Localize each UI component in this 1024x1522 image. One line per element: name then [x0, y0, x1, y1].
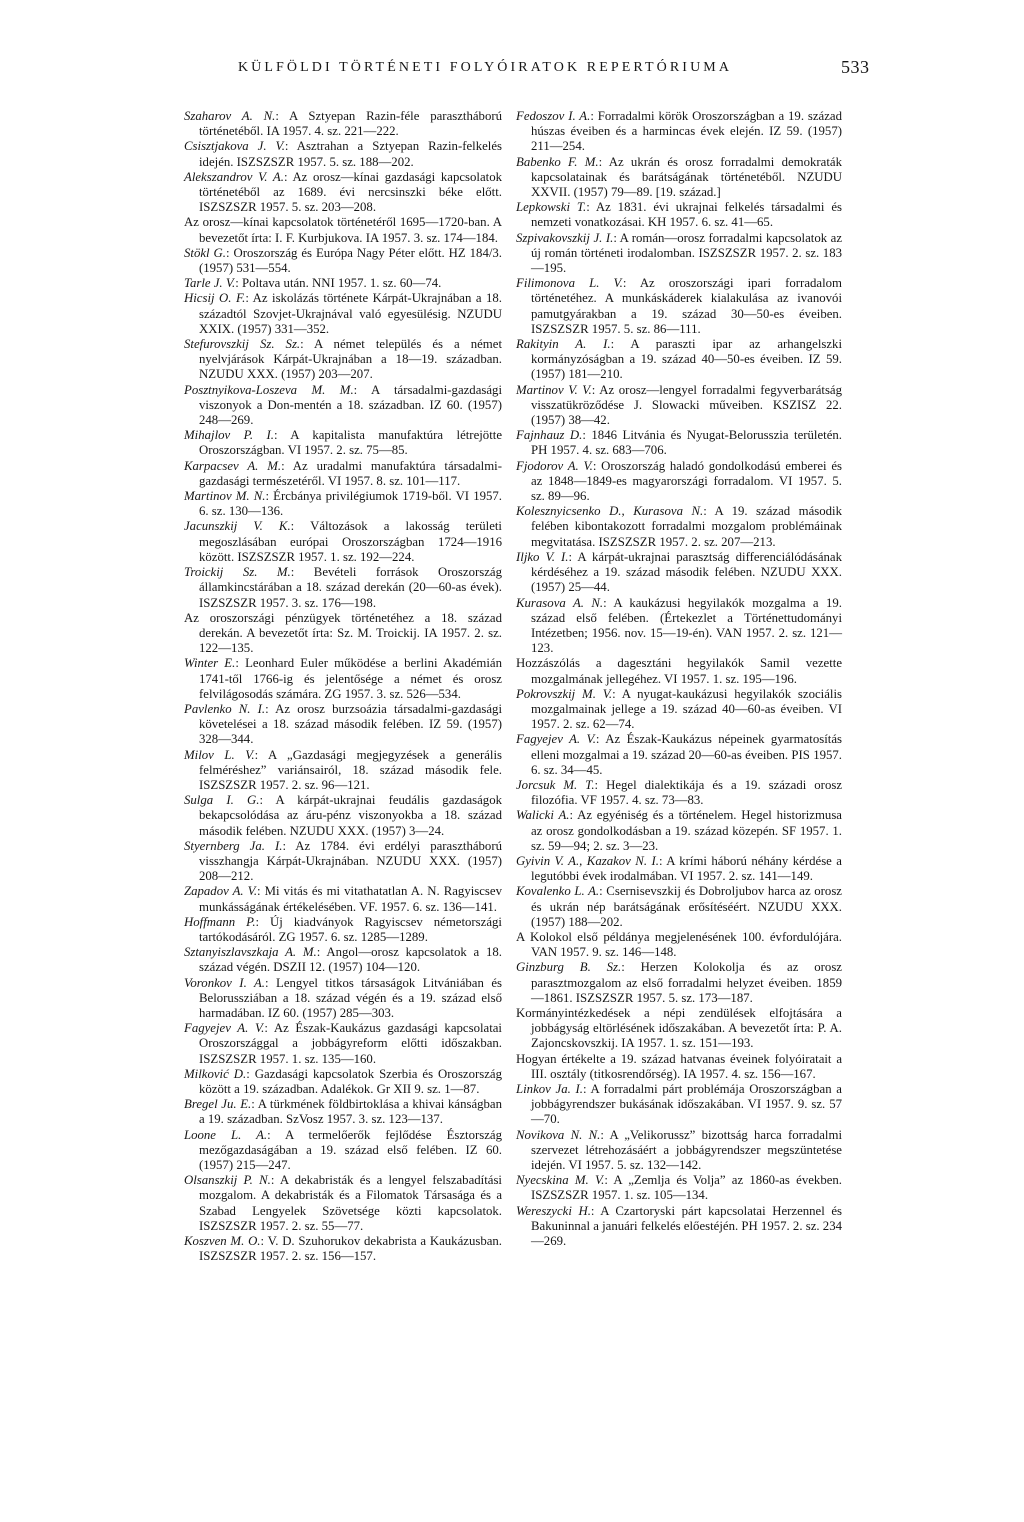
bibliography-entry — [516, 687, 842, 733]
bibliography-entry — [184, 1067, 502, 1097]
entry-text: : A krími háború néhány kérdése a legutóbbi évek irodalmában. VI 1957. 2. sz. 141—149. — [531, 853, 842, 884]
entry-text: : Angol—orosz kapcsolatok a 18. század végén. DSZII 12. (1957) 104—120. — [199, 945, 502, 975]
entry-author: Zapadov A. V. — [184, 884, 258, 899]
bibliography-entry — [184, 702, 502, 748]
bibliography-entry — [184, 291, 502, 337]
entry-author: Milković D. — [184, 1066, 247, 1081]
bibliography-entry — [184, 489, 502, 519]
entry-text: : 1846 Litvánia és Nyugat-Belorusszia területén. PH 1957. 4. sz. 683—706. — [531, 428, 842, 458]
bibliography-entry — [516, 1052, 842, 1082]
bibliography-entry — [184, 215, 502, 245]
entry-text: : A forradalmi párt problémája Oroszországban a jobbágyrendszer bukásának időszakában. VI 1957. 9. sz. 57—70. — [531, 1082, 842, 1127]
entry-text: : A „Gazdasági megjegyzések a generális felméréshez” variánsairól, 18. század második fele. ISZSZSZR 1957. 2. sz. 96—121. — [199, 747, 502, 792]
bibliography-entry — [184, 459, 502, 489]
bibliography-entry — [184, 170, 502, 216]
entry-text: : Az iskolázás története Kárpát-Ukrajnában a 18. századtól Szovjet-Ukrajnával való egyesülésig. NZUDU XXIX. (1957) 331—352. — [199, 291, 502, 336]
entry-author: Winter E. — [184, 656, 236, 671]
entry-author: Fjodorov A. V. — [516, 458, 593, 473]
bibliography-entry — [516, 930, 842, 960]
entry-author: Fajnhauz D. — [516, 428, 583, 443]
entry-text: : Az 1784. évi erdélyi parasztháború visszhangja Kárpát-Ukrajnában. NZUDU XXX. (1957) 208—212. — [199, 838, 502, 884]
entry-text: : A nyugat-kaukázusi hegyilakók szociális mozgalmainak jellege a 19. század 40—60-as éveiben. VI 1957. 2. sz. 62—74. — [531, 686, 842, 732]
entry-author: Kovalenko L. A. — [516, 884, 600, 899]
entry-author: Fagyejev A. V. — [184, 1021, 265, 1036]
entry-text: : A „Zemlja és Volja” az 1860-as években. ISZSZSZR 1957. 1. sz. 105—134. — [531, 1173, 843, 1203]
entry-text: : Ércbánya privilégiumok 1719-ből. VI 1957. 6. sz. 130—136. — [199, 489, 502, 519]
entry-author: Bregel Ju. E. — [184, 1097, 252, 1112]
entry-author: Fagyejev A. V. — [516, 732, 596, 747]
bibliography-entry — [516, 854, 842, 884]
entry-text: : Leonhard Euler működése a berlini Akadémián 1741-től 1766-ig és jelentősége a német és orosz felvilágosodás számára. ZG 1957. 3. sz. 526—534. — [199, 656, 502, 701]
entry-text: : Az oroszországi ipari forradalom történetéhez. A munkáskáderek kialakulása az ivanovói pamutgyárakban a 19. század 30—50-es éveiben. ISZSZSZR 1957. 5. sz. 86—111. — [531, 276, 842, 336]
right-column — [516, 109, 842, 1249]
entry-text: : A kapitalista manufaktúra létrejötte Oroszországban. VI 1957. 2. sz. 75—85. — [199, 428, 502, 458]
entry-text: : Lengyel titkos társaságok Litvániában és Belorussziában a 18. század végén és a 19. század első harmadában. IZ 60. (1957) 285—303. — [199, 975, 502, 1020]
bibliography-entry — [184, 656, 502, 702]
entry-author: Szaharov A. N. — [184, 109, 276, 123]
entry-author: Posztnyikova-Loszeva M. M. — [184, 382, 354, 397]
bibliography-entry — [184, 976, 502, 1022]
entry-author: Styernberg Ja. I. — [184, 838, 283, 853]
bibliography-entry — [516, 1082, 842, 1128]
bibliography-entry — [184, 945, 502, 975]
bibliography-entry — [184, 915, 502, 945]
entry-text: : A kárpát-ukrajnai parasztság differenciálódásának kérdéséhez a 19. század második felében. NZUDU XXX. (1957) 25—44. — [531, 549, 842, 595]
entry-author: Jacunszkij V. K. — [184, 519, 291, 534]
bibliography-entry — [184, 246, 502, 276]
entry-text: : Oroszország haladó gondolkodású emberei és az 1848—1849-es magyarországi forradalom. VI 1957. 5. sz. 89—96. — [531, 458, 842, 504]
bibliography-entry — [184, 276, 502, 291]
entry-author: Iljko V. I. — [516, 549, 569, 564]
entry-author: Pavlenko N. I. — [184, 701, 266, 716]
entry-author: Linkov Ja. I. — [516, 1082, 583, 1096]
entry-author: Ginzburg B. Sz. — [516, 960, 622, 975]
bibliography-entry — [516, 504, 842, 550]
entry-author: Lepkowski T. — [516, 200, 587, 215]
bibliography-entry — [184, 1234, 502, 1264]
entry-author: Koszven M. O. — [184, 1234, 261, 1249]
entry-text: : Új kiadványok Ragyiscsev németországi tartókodásáról. ZG 1957. 6. sz. 1285—1289. — [199, 914, 502, 944]
entry-author: Csisztjakova J. V. — [184, 139, 285, 154]
entry-text: Kormányintézkedések a népi zendülések elfojtására a jobbágyság eltörlésének időszakában. A bevezetőt írta: P. A. Zajoncskovszkij. IA 1957. 1. sz. 151—193. — [516, 1005, 842, 1051]
bibliography-entry — [184, 884, 502, 914]
entry-text: : A türkmének földbirtoklása a khivai kánságban a 19. században. SzVosz 1957. 3. sz. 123—137. — [199, 1097, 502, 1127]
entry-author: Wereszycki H. — [516, 1203, 591, 1218]
page-number: 533 — [841, 57, 870, 77]
running-header-title: KÜLFÖLDI TÖRTÉNETI FOLYÓIRATOK REPERTÓRIUMA — [237, 60, 733, 75]
bibliography-entry — [516, 550, 842, 596]
entry-author: Stefurovszkij Sz. Sz. — [184, 337, 301, 352]
entry-text: : Poltava után. NNI 1957. 1. sz. 60—74. — [235, 276, 442, 291]
bibliography-entry — [516, 960, 842, 1006]
bibliography-entry — [184, 1021, 502, 1067]
entry-text: : Az orosz—kínai gazdasági kapcsolatok történetéből az 1689. évi nercsinszki béke előtt. ISZSZSZR 1957. 5. sz. 203—208. — [199, 169, 502, 215]
bibliography-entry — [184, 793, 502, 839]
entry-author: Sztanyiszlavszkaja A. M. — [184, 945, 317, 960]
entry-text: Az orosz—kínai kapcsolatok történetéről 1695—1720-ban. A bevezetőt írta: I. F. Kurbjukova. IA 1957. 3. sz. 174—184. — [184, 215, 502, 245]
entry-text: : A német település és a német nyelvjárások Kárpát-Ukrajnában a 18—19. században. NZUDU XXX. (1957) 203—207. — [199, 337, 502, 382]
entry-author: Kurasova A. N. — [516, 595, 604, 610]
bibliography-entry — [516, 1204, 842, 1250]
entry-text: : Az 1831. évi ukrajnai felkelés társadalmi és nemzeti vonatkozásai. KH 1957. 6. sz. 41—65. — [531, 200, 842, 230]
bibliography-entry — [516, 656, 842, 686]
entry-author: Loone L. A. — [184, 1127, 268, 1142]
bibliography-entry — [184, 383, 502, 429]
entry-author: Stökl G. — [184, 245, 226, 260]
bibliography-entry — [184, 611, 502, 657]
entry-author: Rakityin A. I. — [516, 337, 611, 352]
bibliography-entry — [516, 778, 842, 808]
bibliography-entry — [184, 109, 502, 139]
bibliography-entry — [516, 1006, 842, 1052]
entry-text: : Hegel dialektikája és a 19. századi orosz filozófia. VF 1957. 4. sz. 73—83. — [531, 777, 843, 808]
entry-author: Pokrovszkij M. V. — [516, 686, 613, 701]
entry-author: Babenko F. M. — [516, 154, 599, 169]
bibliography-entry — [516, 1128, 842, 1174]
entry-text: : Oroszország és Európa Nagy Péter előtt. HZ 184/3. (1957) 531—554. — [199, 245, 502, 276]
bibliography-entry — [516, 884, 842, 930]
entry-text: : A Czartoryski párt kapcsolatai Herzennel és Bakuninnal a januári felkelés előestéjén. PH 1957. 2. sz. 234—269. — [531, 1203, 842, 1249]
entry-text: : Az orosz burzsoázia társadalmi-gazdasági követelései a 18. század második felében. IZ 59. (1957) 328—344. — [199, 701, 503, 747]
bibliography-entry — [184, 565, 502, 611]
entry-text: : Az orosz—lengyel forradalmi fegyverbarátság visszatükröződése J. Slowacki műveiben. KSZISZ 22. (1957) 38—42. — [531, 382, 842, 428]
entry-text: : V. D. Szuhorukov dekabrista a Kaukázusban. ISZSZSZR 1957. 2. sz. 156—157. — [199, 1234, 502, 1264]
entry-text: : A „Velikorussz” bizottság harca forradalmi szervezet létrehozásáért a jobbágyrendszer megszüntetése idején. VI 1957. 5. sz. 132—142. — [531, 1127, 842, 1173]
entry-text: : Asztrahan a Sztyepan Razin-felkelés idején. ISZSZSZR 1957. 5. sz. 188—202. — [199, 139, 502, 169]
bibliography-entry — [184, 1097, 502, 1127]
entry-author: Martinov V. V. — [516, 382, 592, 397]
entry-text: : Az Észak-Kaukázus népeinek gyarmatosítás elleni mozgalmai a 19. század 20—60-as éveiben. PIS 1957. 6. sz. 34—45. — [531, 732, 842, 777]
bibliography-entry — [516, 231, 842, 277]
entry-text: : A kárpát-ukrajnai feudális gazdaságok bekapcsolódása az áru-pénz viszonyokba a 18. század második felében. NZUDU XXX. (1957) 3—24. — [199, 793, 502, 838]
entry-author: Nyecskina M. V. — [516, 1173, 605, 1188]
entry-text: : A Sztyepan Razin-féle parasztháború történetéből. IA 1957. 4. sz. 221—222. — [199, 109, 502, 139]
bibliography-entry — [516, 383, 842, 429]
entry-author: Olsanszkij P. N. — [184, 1173, 271, 1188]
entry-text: Hozzászólás a dagesztáni hegyilakók Samil vezette mozgalmának jellegéhez. VI 1957. 1. sz. 195—196. — [516, 656, 842, 686]
entry-author: Novikova N. N. — [516, 1127, 601, 1142]
entry-text: Az oroszországi pénzügyek történetéhez a 18. század derekán. A bevezetőt írta: Sz. M. Troickij. IA 1957. 2. sz. 122—135. — [184, 610, 502, 656]
entry-text: : Az Észak-Kaukázus gazdasági kapcsolatai Oroszországgal a jobbágyreform előtti időszakban. ISZSZSZR 1957. 1. sz. 135—160. — [199, 1021, 502, 1066]
entry-text: : A társadalmi-gazdasági viszonyok a Don-mentén a 18. században. IZ 60. (1957) 248—269. — [199, 382, 502, 428]
bibliography-entry — [516, 276, 842, 337]
entry-text: : A termelőerők fejlődése Észtország mezőgazdaságában a 19. század első felében. IZ 60. (1957) 215—247. — [199, 1127, 502, 1173]
entry-text: : Az ukrán és orosz forradalmi demokraták kapcsolatainak és barátságának történetéből. NZUDU XXVII. (1957) 79—89. [19. század.] — [531, 154, 842, 200]
left-column — [184, 109, 502, 1264]
entry-text: : Csernisevszkij és Dobroljubov harca az orosz és ukrán nép barátságának erősítéséért. NZUDU XXX. (1957) 188—202. — [531, 884, 842, 929]
bibliography-entry — [516, 732, 842, 778]
entry-author: Mihajlov P. I. — [184, 428, 274, 443]
entry-author: Kolesznyicsenko D., Kurasova N. — [516, 504, 704, 519]
bibliography-entry — [516, 1173, 842, 1203]
entry-author: Jorcsuk M. T. — [516, 777, 595, 792]
entry-text: : A kaukázusi hegyilakók mozgalma a 19. század első felében. (Értekezlet a Történettudományi Intézetben; 1956. nov. 15—19-én). VAN 1957. 2. sz. 121—123. — [531, 595, 842, 656]
bibliography-entry — [184, 1173, 502, 1234]
entry-author: Fedoszov I. A. — [516, 109, 591, 123]
entry-author: Sulga I. G. — [184, 793, 260, 808]
bibliography-entry — [184, 839, 502, 885]
bibliography-entry — [516, 200, 842, 230]
entry-author: Filimonova L. V. — [516, 276, 623, 291]
bibliography-entry — [184, 1128, 502, 1174]
entry-author: Gyivin V. A., Kazakov N. I. — [516, 853, 659, 868]
entry-author: Milov L. V. — [184, 747, 255, 762]
entry-text: : Mi vitás és mi vitathatatlan A. N. Ragyiscsev munkásságának értékelésében. VF. 1957. 6. sz. 136—141. — [199, 884, 502, 914]
bibliography-entry — [516, 808, 842, 854]
entry-author: Tarle J. V. — [184, 276, 236, 291]
entry-text: : Bevételi források Oroszország államkincstárában a 18. század derekán (20—60-as évek). ISZSZSZR 1957. 3. sz. 176—198. — [199, 565, 502, 610]
bibliography-entry — [516, 109, 842, 155]
entry-author: Walicki A. — [516, 808, 570, 823]
entry-text: : Forradalmi körök Oroszországban a 19. század húszas éveiben és a harmincas évek elején. IZ 59. (1957) 211—254. — [531, 109, 842, 154]
entry-text: Hogyan értékelte a 19. század hatvanas éveinek folyóiratait a III. osztály (titkosrendőrség). IA 1957. 4. sz. 156—167. — [516, 1051, 842, 1081]
entry-text: : Az uradalmi manufaktúra társadalmi-gazdasági természetéről. VI 1957. 8. sz. 101—117. — [199, 458, 502, 488]
bibliography-entry — [516, 155, 842, 201]
entry-text: : Az egyéniség és a történelem. Hegel historizmusa az orosz gondolkodásban a 19. század közepén. SF 1957. 1. sz. 59—94; 2. sz. 3—23. — [531, 808, 842, 853]
entry-text: A Kolokol első példánya megjelenésének 100. évfordulójára. VAN 1957. 9. sz. 146—148. — [516, 929, 842, 960]
entry-author: Troickij Sz. M. — [184, 565, 291, 580]
entry-author: Hicsij O. F. — [184, 291, 246, 306]
entry-text: : Változások a lakosság területi megoszlásában európai Oroszországban 1724—1916 között. ISZSZSZR 1957. 1. sz. 192—224. — [199, 519, 502, 564]
bibliography-entry — [516, 428, 842, 458]
bibliography-entry — [184, 337, 502, 383]
entry-author: Alekszandrov V. A. — [184, 169, 284, 184]
entry-text: : Gazdasági kapcsolatok Szerbia és Oroszország között a 19. században. Adalékok. Gr XII 9. sz. 1—87. — [199, 1066, 503, 1096]
bibliography-entry — [516, 596, 842, 657]
entry-text: : A paraszti ipar az arhangelszki kormányzóságban a 19. század 40—50-es éveiben. IZ 59. (1957) 181—210. — [531, 337, 842, 382]
entry-text: : A román—orosz forradalmi kapcsolatok az új román történeti irodalomban. ISZSZSZR 1957. 2. sz. 183—195. — [531, 230, 842, 276]
bibliography-entry — [184, 519, 502, 565]
entry-text: : A 19. század második felében kibontakozott forradalmi mozgalom problémáinak megvitatása. ISZSZSZR 1957. 2. sz. 207—213. — [531, 504, 843, 549]
entry-author: Karpacsev A. M. — [184, 458, 282, 473]
bibliography-entry — [516, 459, 842, 505]
bibliography-entry — [184, 139, 502, 169]
entry-text: : Herzen Kolokolja és az orosz parasztmozgalom az első forradalmi helyzet éveiben. 1859—1861. ISZSZSZR 1957. 5. sz. 173—187. — [531, 960, 842, 1005]
bibliography-entry — [184, 748, 502, 794]
entry-author: Martinov M. N. — [184, 489, 266, 504]
bibliography-entry — [516, 337, 842, 383]
entry-author: Voronkov I. A. — [184, 975, 266, 990]
entry-text: : A dekabristák és a lengyel felszabadítási mozgalom. A dekabristák és a Filomatok Társasága és a Szabad Lengyelek Szövetsége közti kapcsolatok. ISZSZSZR 1957. 2. sz. 55—77. — [199, 1173, 502, 1233]
entry-author: Szpivakovszkij J. I. — [516, 230, 614, 245]
entry-author: Hoffmann P. — [184, 914, 256, 929]
bibliography-entry — [184, 428, 502, 458]
